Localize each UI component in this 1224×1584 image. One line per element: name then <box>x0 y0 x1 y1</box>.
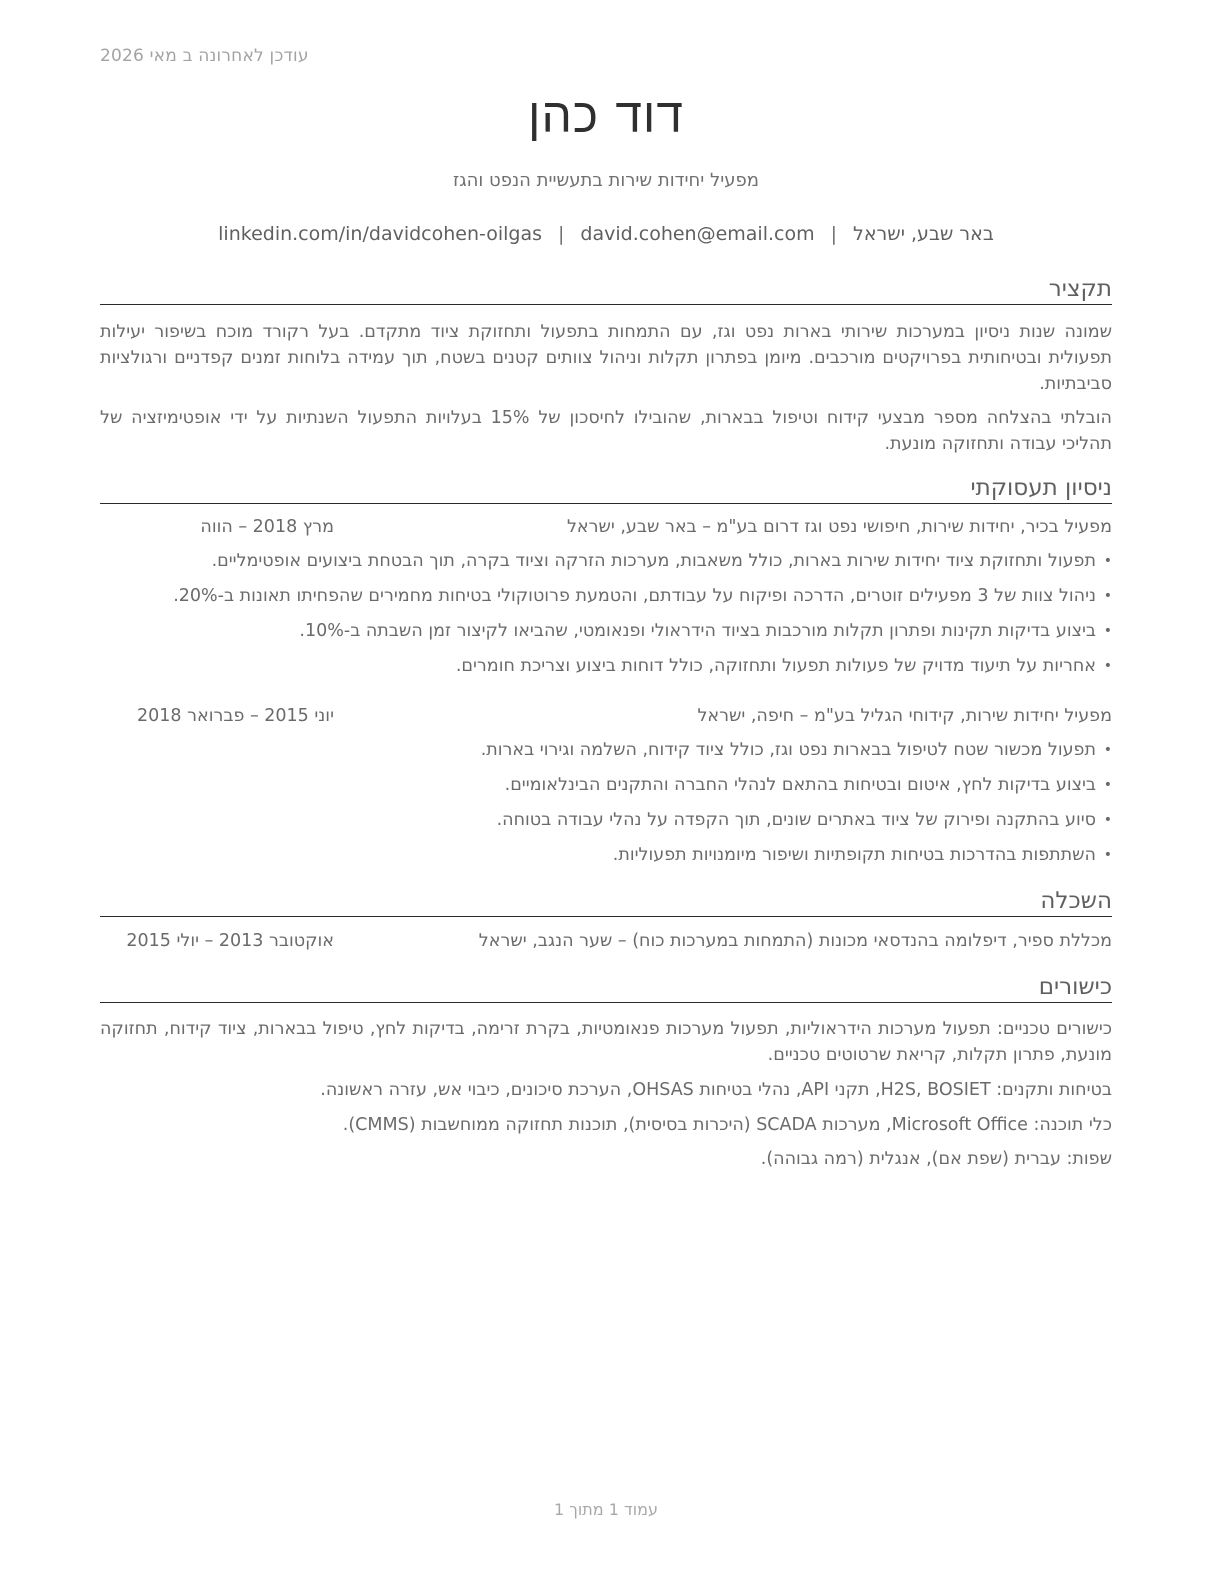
section-heading-experience: ניסיון תעסוקתי <box>100 475 1112 504</box>
education-dates: אוקטובר 2013 – יולי 2015 <box>126 931 334 951</box>
contact-location: באר שבע, ישראל <box>853 223 994 245</box>
section-heading-education: השכלה <box>100 888 1112 917</box>
bullet-icon: • <box>1103 553 1112 569</box>
list-item: • תפעול ותחזוקת ציוד יחידות שירות בארות, כולל משאבות, מערכות הזרקה וציוד בקרה, תוך הבטחת ביצועים אופטימליים. <box>100 548 1112 583</box>
bullet-icon: • <box>1103 588 1112 604</box>
list-item: • תפעול מכשור שטח לטיפול בבארות נפט וגז, כולל ציוד קידוח, השלמה וגירוי בארות. <box>100 737 1112 772</box>
bullet-icon: • <box>1103 847 1112 863</box>
summary-paragraph: שמונה שנות ניסיון במערכות שירותי בארות נפט וגז, עם התמחות בתפעול ותחזוקת ציוד מתקדם. בעל רקורד מוכח בשיפור יעילות תפעולית ובטיחותית בפרויקטים מורכבים. מיומן בפתרון תקלות וניהול צוותים קטנים בשטח, תוך עמידה בלוחות זמנים קפדניים ורגולציות סביבתיות. <box>100 322 1112 394</box>
bullet-icon: • <box>1103 812 1112 828</box>
education-institution: מכללת ספיר, דיפלומה בהנדסאי מכונות (התמחות במערכות כוח) – שער הנגב, ישראל <box>478 931 1112 951</box>
section-heading-summary: תקציר <box>100 276 1112 305</box>
bullet-icon: • <box>1103 777 1112 793</box>
bullet-icon: • <box>1103 658 1112 674</box>
job-bullets <box>100 737 1112 877</box>
list-item: • ניהול צוות של 3 מפעילים זוטרים, הדרכה ופיקוח על עבודתם, והטמעת פרוטוקולי בטיחות מחמירים שהפחיתו תאונות ב-20%. <box>100 583 1112 618</box>
skills-software: כלי תוכנה: Microsoft Office, מערכות SCADA (היכרות בסיסית), תוכנות תחזוקה ממוחשבות (CMMS). <box>342 1115 1112 1135</box>
section-heading-skills: כישורים <box>100 974 1112 1003</box>
job-dates: מרץ 2018 – הווה <box>200 517 334 537</box>
skills-languages: שפות: עברית (שפת אם), אנגלית (רמה גבוהה). <box>760 1149 1112 1169</box>
skills-safety: בטיחות ותקנים: H2S, BOSIET, תקני API, נהלי בטיחות OHSAS, הערכת סיכונים, כיבוי אש, עזרה ראשונה. <box>320 1080 1112 1100</box>
summary-paragraph: הובלתי בהצלחה מספר מבצעי קידוח וטיפול בבארות, שהובילו לחיסכון של 15% בעלויות התפעול השנתיות על ידי אופטימיזציה של תהליכי עבודה ותחזוקה מונעת. <box>100 408 1112 454</box>
contact-line <box>100 223 1112 245</box>
education-entry <box>100 931 1112 957</box>
job-dates: יוני 2015 – פברואר 2018 <box>137 706 334 726</box>
page-number-footer: עמוד 1 מתוך 1 <box>554 1500 658 1519</box>
contact-email-link[interactable]: david.cohen@email.com <box>580 223 815 245</box>
job-entry-header <box>100 706 1112 732</box>
list-item: • סיוע בהתקנה ופירוק של ציוד באתרים שונים, תוך הקפדה על נהלי עבודה בטוחה. <box>100 807 1112 842</box>
candidate-name: דוד כהן <box>527 88 684 144</box>
list-item: • השתתפות בהדרכות בטיחות תקופתיות ושיפור מיומנויות תפעוליות. <box>100 842 1112 877</box>
contact-separator: | <box>830 223 838 245</box>
job-entry-header <box>100 517 1112 543</box>
contact-linkedin-link[interactable]: linkedin.com/in/davidcohen-oilgas <box>218 223 543 245</box>
candidate-title: מפעיל יחידות שירות בתעשיית הנפט והגז <box>453 170 759 191</box>
bullet-icon: • <box>1103 623 1112 639</box>
last-updated-note: עודכן לאחרונה ב מאי 2026 <box>100 46 309 66</box>
resume-page <box>100 0 1112 1584</box>
list-item: • ביצוע בדיקות לחץ, איטום ובטיחות בהתאם לנהלי החברה והתקנים הבינלאומיים. <box>100 772 1112 807</box>
job-role: מפעיל יחידות שירות, קידוחי הגליל בע"מ – חיפה, ישראל <box>697 706 1112 726</box>
skills-technical: כישורים טכניים: תפעול מערכות הידראוליות, תפעול מערכות פנאומטיות, בקרת זרימה, בדיקות לחץ, טיפול בבארות, ציוד קידוח, תחזוקה מונעת, פתרון תקלות, קריאת שרטוטים טכניים. <box>100 1019 1112 1065</box>
bullet-icon: • <box>1103 742 1112 758</box>
job-role: מפעיל בכיר, יחידות שירות, חיפושי נפט וגז דרום בע"מ – באר שבע, ישראל <box>566 517 1112 537</box>
contact-separator: | <box>558 223 565 245</box>
list-item: • ביצוע בדיקות תקינות ופתרון תקלות מורכבות בציוד הידראולי ופנאומטי, שהביאו לקיצור זמן השבתה ב-10%. <box>100 618 1112 653</box>
job-bullets <box>100 548 1112 688</box>
list-item: • אחריות על תיעוד מדויק של פעולות תפעול ותחזוקה, כולל דוחות ביצוע וצריכת חומרים. <box>100 653 1112 688</box>
